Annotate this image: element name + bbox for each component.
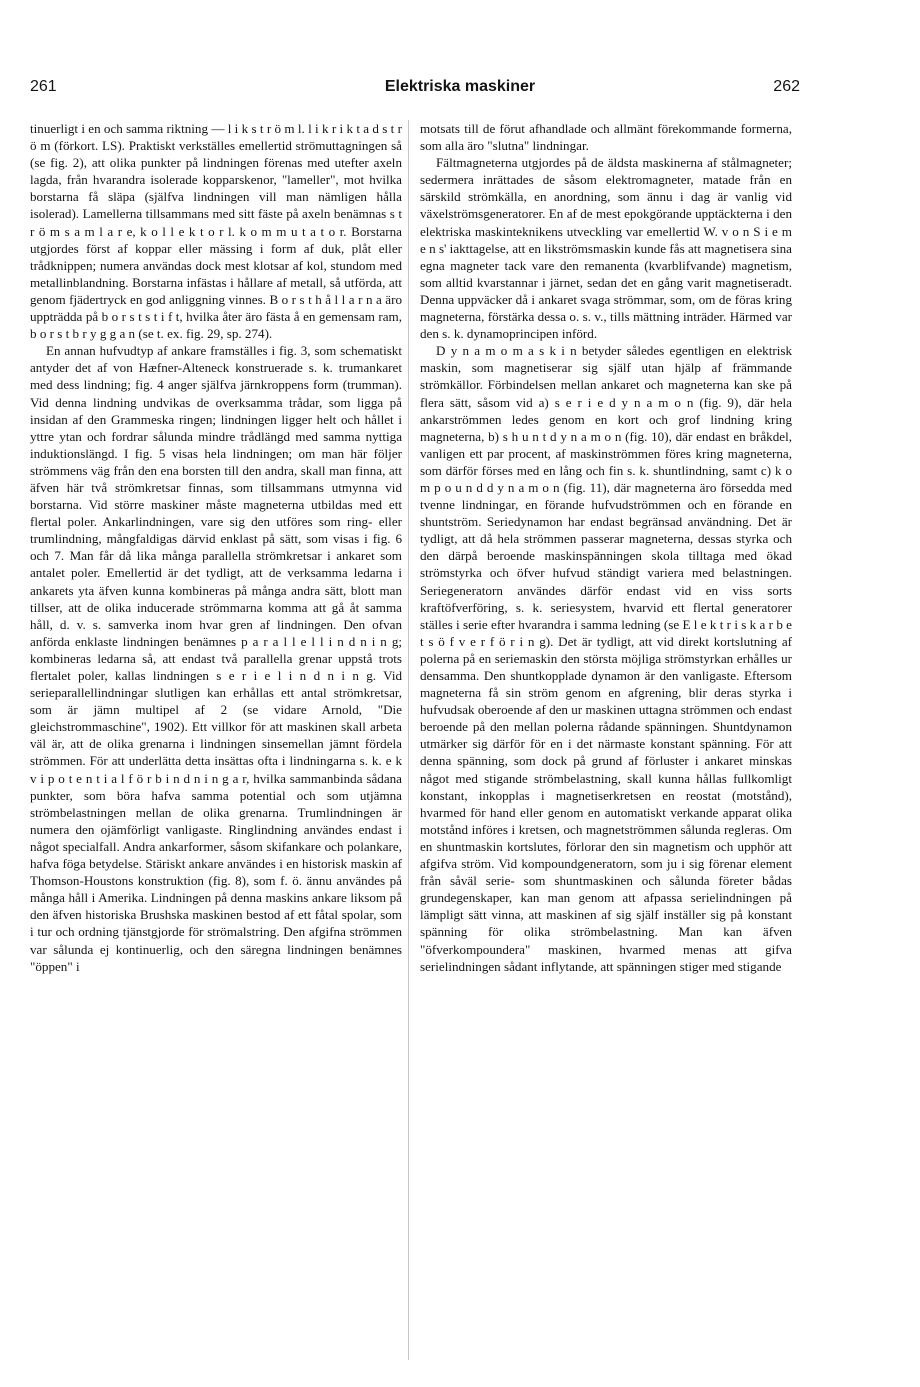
paragraph: D y n a m o m a s k i n betyder således egentligen en elektrisk maskin, som magnetiserar sig själf utan hjälp af främmande strömkällor. Förbindelsen mellan ankaret och magneterna kan ske på flera sätt, såsom vid a) s e r i e d y n a m o n (fig. 9), där hela ankarströmmen ledes genom en kort och grof lindning kring magneterna, b) s h u n t d y n a m o n (fig. 10), där endast en bråkdel, vanligen ett par procent, af maskinströmmen föres kring magneterna, som därför förses med en lång och fin s. k. shuntlindning, samt c) k o m p o u n d d y n a m o n (fig. 11), där magneterna äro försedda med tvenne lindningar, en förande hufvudströmmen och en förande en shuntström. Seriedynamon har endast begränsad användning. Det är tydligt, att då hela strömmen passerar magneterna, dessas styrka och den därpå beroende maskinspänningen skola tilltaga med ökad strömstyrka och öfver hufvud ständigt variera med belastningen. Seriegeneratorn användes därför endast vid en viss sorts kraftöfverföring, s. k. seriesystem, hvarvid ett flertal generatorer ställes i serie efter hvarandra i samma ledning (se E l e k t r i s k a r b e t s ö f v e r f ö r i n g). Det är tydligt, att vid direkt kortslutning af polerna på en seriemaskin den största möjliga strömstyrkan erhålles ur densamma. Den shuntkopplade dynamon är den vanligaste. Eftersom magneterna få sin ström genom en afgrening, blir deras styrka i hufvudsak oberoende af den ur maskinen uttagna strömmen och endast beroende på den mellan polerna rådande spänningen. Shuntdynamon utmärker sig därför för en i det närmaste konstant spänning. För att denna spänning, som dock på grund af förluster i ankaret minskas något med stigande strömbelastning, skall kunna hållas fullkomligt konstant, inkopplas i magnetiserkretsen en reostat (motstånd), hvarmed för hand eller genom en automatiskt verkande apparat olika motstånd införes i kretsen, och magnetströmmen sålunda regleras. Om en shuntmaskin kortslutes, förlorar den sin magnetism och upphör att afgifva ström. Vid kompoundgeneratorn, som ju i sig förenar element från såväl serie- som shuntmaskinen och sålunda företer bådas grundegenskaper, kan man genom att afpassa serielindningen på lämpligt sätt vinna, att maskinen af sig själf inställer sig på konstant spänning för olika strömbelastning. Man kan äfven "öfverkompoundera" maskinen, hvarmed menas att gifva serielindningen sådant inflytande, att spänningen stiger med stigande — [420, 343, 792, 974]
paragraph: tinuerligt i en och samma riktning — l i k s t r ö m l. l i k r i k t a d s t r ö m (förkort. LS). Praktiskt verkställes emellertid strömuttagningen så (se fig. 2), att olika punkter på lindningen förenas med utefter axeln lagda, från hvarandra isolerade kopparskenor, "lameller", mot hvilka borstarna få släpa (själfva lindningen vill man nämligen hålla isolerad). Lamellerna tillsammans med sitt fäste på axeln benämnas s t r ö m s a m l a r e, k o l l e k t o r l. k o m m u t a t o r. Borstarna utgjordes först af koppar eller mässing i form af duk, plåt eller trådknippen; numera användas dock mest klotsar af kol, stundom med metallinblandning. Borstarna infästas i hållare af metall, så utförda, att genom fjädertryck en god anliggning vinnes. B o r s t h å l l a r n a äro uppträdda på b o r s t s t i f t, hvilka åter äro fästa å en gemensam ram, b o r s t b r y g g a n (se t. ex. fig. 29, sp. 274). — [30, 121, 402, 342]
right-column — [420, 120, 792, 1360]
running-title: Elektriska maskiner — [384, 78, 536, 95]
paragraph: motsats till de förut afhandlade och allmänt förekommande formerna, som alla äro "slutna" lindningar. — [420, 121, 792, 154]
paragraph: Fältmagneterna utgjordes på de äldsta maskinerna af stålmagneter; sedermera inrättades de såsom elektromagneter, matade från en särskild strömkälla, en anordning, som ännu i dag är vanlig vid växelströmsgeneratorer. En af de mest epokgörande upptäckterna i den elektriska maskinteknikens utveckling var emellertid W. v o n S i e m e n s' iakttagelse, att en likströmsmaskin kunde fås att magnetisera sina egna magneter tack vare den remanenta (kvarblifvande) magnetism, som alltid kvarstannar i järnet, sedan det en gång varit magnetiseradt. Denna uppväcker då i ankaret svaga strömmar, som, om de föras kring magneterna, förstärka dessa o. s. v., tills mättning inträder. Härmed var den s. k. dynamoprincipen införd. — [420, 155, 792, 342]
page-number-left: 261 — [30, 78, 57, 95]
column-divider — [408, 120, 409, 1360]
page-number-right: 262 — [773, 78, 800, 95]
left-column — [30, 120, 402, 1360]
paragraph: En annan hufvudtyp af ankare framställes i fig. 3, som schematiskt antyder det af von Hæfner-Alteneck konstruerade s. k. trumankaret med dess lindning; fig. 4 anger själfva järnkroppens form (trumman). Vid denna lindning undvikas de overksamma trådar, som ligga på insidan af den Grammeska ringen; lindningen ligger helt och hållet i yttre ytan och fordrar sålunda mindre trådlängd med samma nyttiga induktionslängd. I fig. 5 visas hela lindningen; om man här följer strömmens väg från den ena borsten till den andra, skall man finna, att äfven här två strömkretsar finnas, som tillsammans utmynna vid borstarna. Vid större maskiner måste magneterna utbildas med ett flertal poler. Ankarlindningen, vare sig den utföres som ring- eller trumlindning, mångfaldigas därvid enklast på sätt, som visas i fig. 6 och 7. Man får då lika många parallella strömkretsar i ankaret som antalet poler. Emellertid är det tydligt, att de verksamma ledarna i ankarets yta äfven kunna kombineras på många andra sätt, blott man tillser, att de olika inducerade strömmarna komma att gå åt samma håll, d. v. s. samverka inom hvar gren af lindningen. Den ofvan anförda enklaste lindningen benämnes p a r a l l e l l i n d n i n g; kombineras ledarna så, att endast två parallella grenar uppstå trots flertalet poler, kallas lindningen s e r i e l i n d n i n g. Vid serieparallellindningar slutligen kan erhållas ett antal strömkretsar, som är jämn multipel af 2 (se vidare Arnold, "Die gleichstrommaschine", 1902). Ett villkor för att maskinen skall arbeta väl är, att de olika grenarna i lindningen sinsemellan jämnt fördela strömmen. För att underlätta detta insättas ofta i lindningarna s. k. e k v i p o t e n t i a l f ö r b i n d n i n g a r, hvilka sammanbinda sådana punkter, som böra hafva samma potential och som utjämna strömbelastningen mellan de olika grenarna. Trumlindningen är numera den ojämförligt vanligaste. Ringlindning användes endast i något specialfall. Andra ankarformer, såsom skifankare och polankare, hafva föga betydelse. Stäriskt ankare användes i en historisk maskin af Thomson-Houstons konstruktion (fig. 8), som f. ö. ännu användes på många håll i Amerika. Lindningen på denna maskins ankare liksom på den äfven historiska Brushska maskinen bestod af ett fåtal spolar, som i tur och ordning tjänstgjorde för strömalstring. Den afgifna strömmen var sålunda ej kontinuerlig, och den säregna lindningen benämnes "öppen" i — [30, 343, 402, 974]
